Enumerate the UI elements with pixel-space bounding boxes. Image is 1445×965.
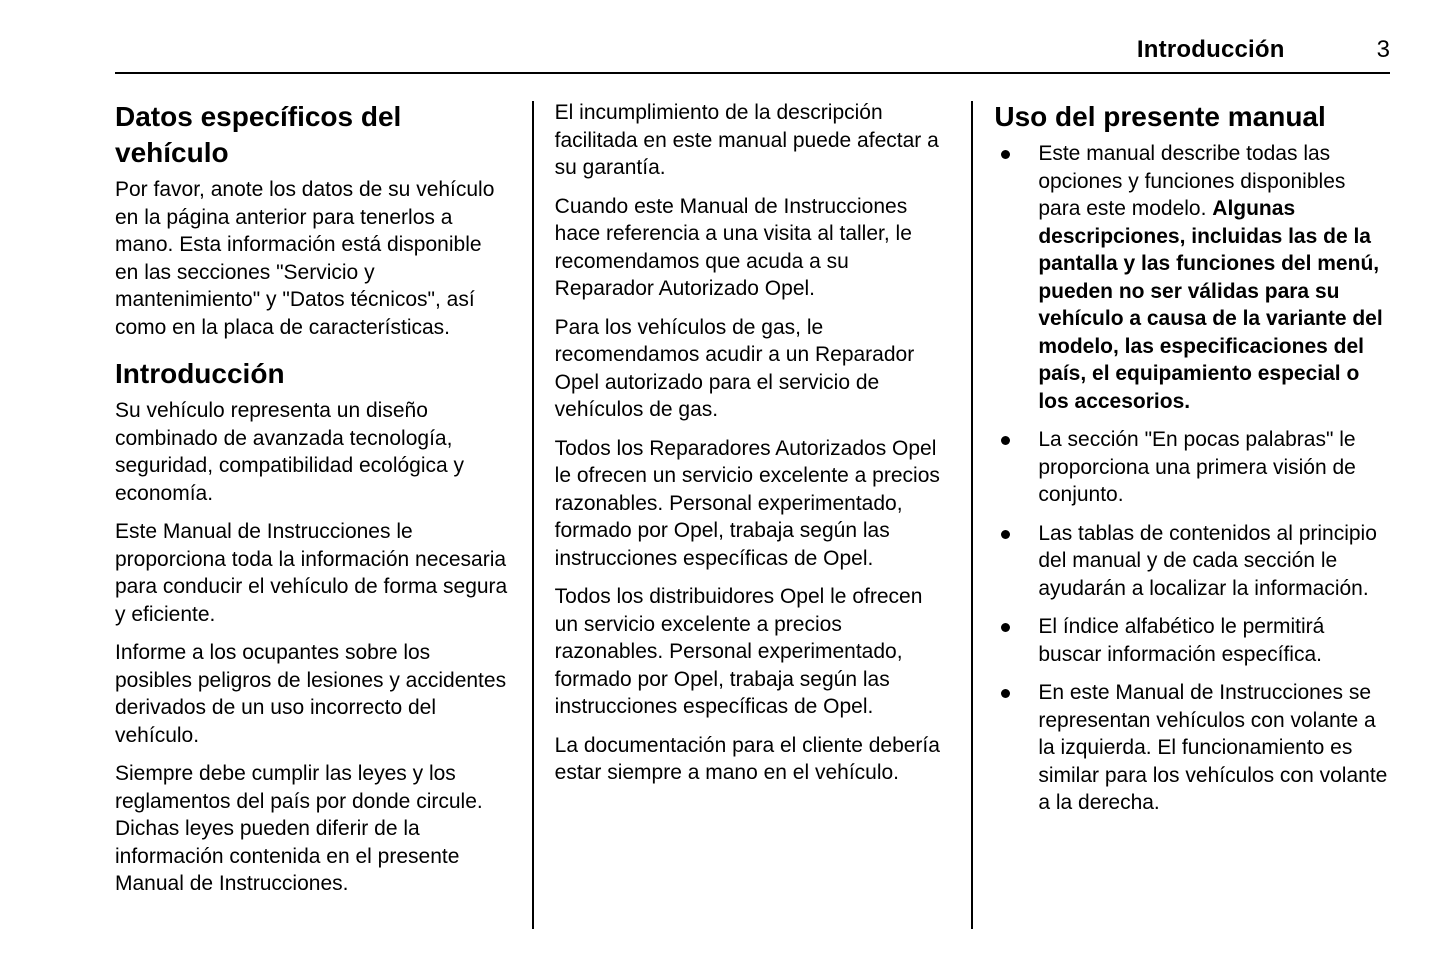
page-header-title: Introducción: [1136, 36, 1285, 63]
column-right: [994, 99, 1390, 929]
paragraph: Siempre debe cumplir las leyes y los reglamentos del país por donde circule. Dichas leyes pueden diferir de la información contenida en el presente Manual de Instrucciones.: [115, 762, 483, 895]
bullet-text: [1038, 140, 1390, 415]
bullet-icon: [1001, 689, 1010, 698]
page-header: [115, 36, 1390, 64]
paragraph: Su vehículo representa un diseño combinado de avanzada tecnología, seguridad, compatibilidad ecológica y economía.: [115, 399, 465, 505]
page-content: [115, 99, 1390, 929]
paragraph: Por favor, anote los datos de su vehículo en la página anterior para tenerlos a mano. Esta información está disponible en las secciones "Servicio y mantenimiento" y "Datos técnicos", así como en la placa de características.: [115, 178, 495, 339]
bullet-icon: [1001, 530, 1010, 539]
bullet-list: [994, 140, 1390, 817]
bullet-icon: [1001, 623, 1010, 632]
bullet-text: La sección "En pocas palabras" le proporciona una primera visión de conjunto.: [1038, 428, 1356, 506]
column-left: [115, 99, 511, 929]
bullet-icon: [1001, 436, 1010, 445]
paragraph: Para los vehículos de gas, le recomendamos acudir a un Reparador Opel autorizado para el servicio de vehículos de gas.: [554, 315, 915, 421]
bullet-text-bold: Algunas descripciones, incluidas las de la pantalla y las funciones del menú, pueden no ser válidas para su vehículo a causa de la variante del modelo, las especificaciones del país, el equipamiento especial o los accesorios.: [1038, 197, 1383, 413]
bullet-item: [994, 520, 1390, 603]
bullet-text: El índice alfabético le permitirá buscar información específica.: [1038, 615, 1325, 666]
column-middle: [555, 99, 951, 929]
paragraph: Este Manual de Instrucciones le proporciona toda la información necesaria para conducir el vehículo de forma segura y eficiente.: [115, 520, 508, 626]
paragraph: La documentación para el cliente debería estar siempre a mano en el vehículo.: [554, 733, 940, 784]
section-heading-manual-use: Uso del presente manual: [994, 101, 1326, 132]
paragraph: El incumplimiento de la descripción facilitada en este manual puede afectar a su garantía.: [554, 101, 939, 179]
column-divider-right: [971, 101, 973, 929]
bullet-text-normal: Este manual describe todas las opciones y funciones disponibles para este modelo.: [1038, 142, 1346, 220]
section-heading-introduction: Introducción: [115, 358, 285, 389]
page-number: 3: [1376, 36, 1390, 63]
header-rule: [115, 72, 1390, 74]
bullet-item: [994, 679, 1390, 817]
bullet-item: [994, 613, 1390, 668]
bullet-item: [994, 140, 1390, 415]
paragraph: Todos los distribuidores Opel le ofrecen un servicio excelente a precios razonables. Personal experimentado, formado por Opel, trabaja según las instrucciones específicas de Opel.: [554, 585, 923, 718]
section-heading-vehicle-data: Datos específicos del vehículo: [115, 101, 402, 168]
bullet-text: En este Manual de Instrucciones se representan vehículos con volante a la izquierda. El funcionamiento es similar para los vehículos con volante a la derecha.: [1038, 681, 1388, 814]
paragraph: Todos los Reparadores Autorizados Opel le ofrecen un servicio excelente a precios razonables. Personal experimentado, formado por Opel, trabaja según las instrucciones específicas de Opel.: [554, 436, 940, 570]
paragraph: Cuando este Manual de Instrucciones hace referencia a una visita al taller, le recomendamos que acuda a su Reparador Autorizado Opel.: [554, 194, 912, 300]
bullet-item: [994, 426, 1390, 509]
paragraph: Informe a los ocupantes sobre los posibles peligros de lesiones y accidentes derivados de un uso incorrecto del vehículo.: [115, 641, 507, 747]
bullet-icon: [1001, 150, 1010, 159]
bullet-text: Las tablas de contenidos al principio del manual y de cada sección le ayudarán a localizar la información.: [1038, 521, 1377, 600]
column-divider-left: [532, 101, 534, 929]
